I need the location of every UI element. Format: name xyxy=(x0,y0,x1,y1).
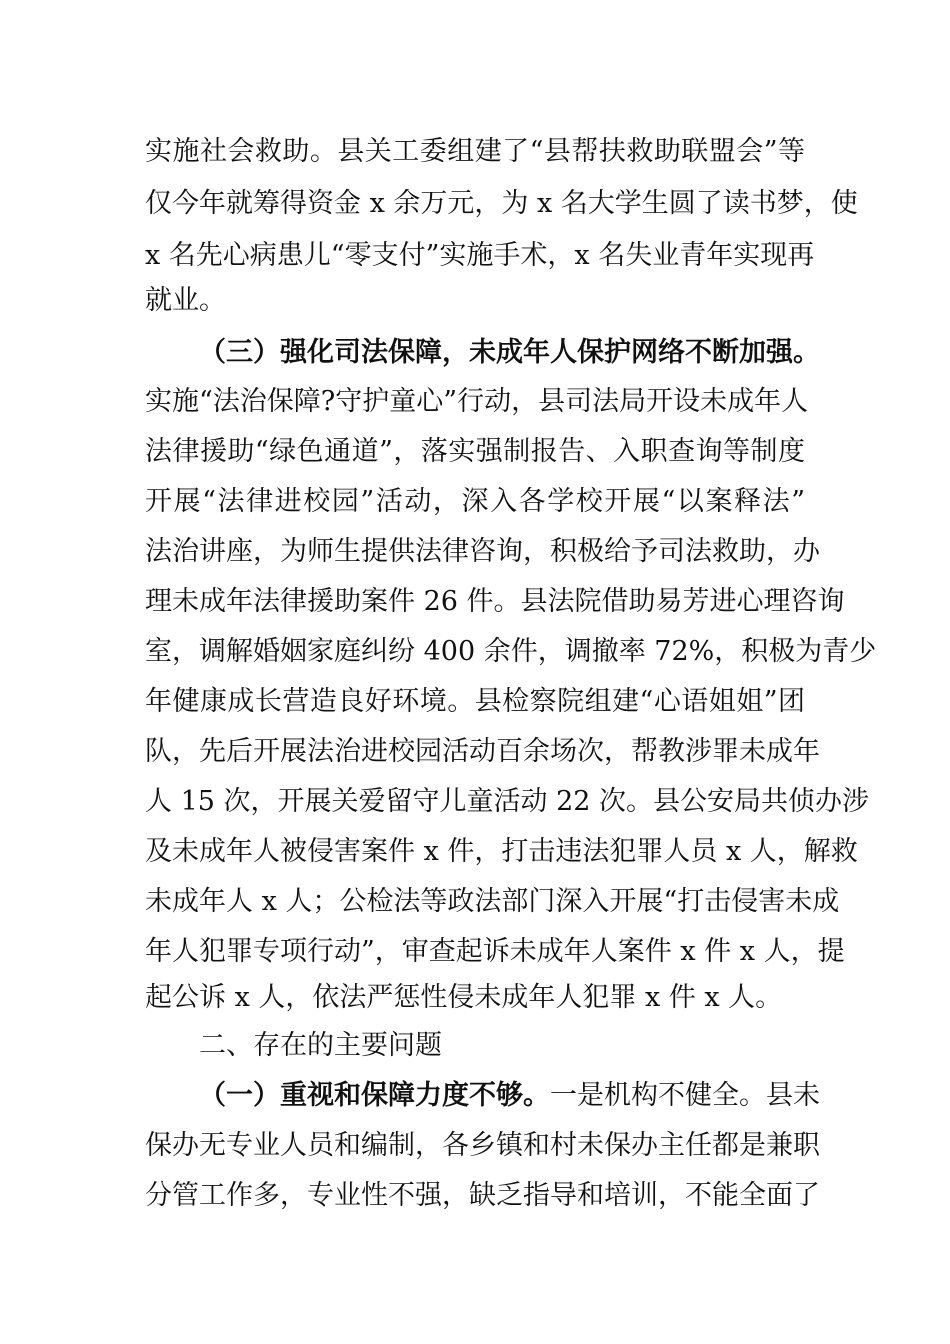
paragraph-line: 法治讲座，为师生提供法律咨询，积极给予司法救助，办 xyxy=(145,536,820,567)
paragraph-line: 未成年人 x 人；公检法等政法部门深入开展“打击侵害未成 xyxy=(145,886,840,917)
section-heading: （三）强化司法保障，未成年人保护网络不断加强。 xyxy=(199,337,820,368)
paragraph-line: 就业。 xyxy=(145,285,226,316)
paragraph-line: 队，先后开展法治进校园活动百余场次，帮教涉罪未成年 xyxy=(145,736,820,767)
paragraph-line: 仅今年就筹得资金 x 余万元，为 x 名大学生圆了读书梦，使 xyxy=(145,188,858,219)
paragraph-line: 保办无专业人员和编制，各乡镇和村未保办主任都是兼职 xyxy=(145,1130,820,1161)
paragraph-line: 实施社会救助。县关工委组建了“县帮扶救助联盟会”等 xyxy=(145,136,805,167)
paragraph-line: 室，调解婚姻家庭纠纷 400 余件，调撤率 72%，积极为青少 xyxy=(145,636,877,667)
paragraph-line: 年人犯罪专项行动”，审查起诉未成年人案件 x 件 x 人，提 xyxy=(145,936,845,967)
paragraph-line: 及未成年人被侵害案件 x 件，打击违法犯罪人员 x 人，解救 xyxy=(145,836,858,867)
paragraph-line xyxy=(199,1072,820,1120)
paragraph-line: 理未成年法律援助案件 26 件。县法院借助易芳进心理咨询 xyxy=(145,586,845,617)
paragraph-line: 年健康成长营造良好环境。县检察院组建“心语姐姐”团 xyxy=(145,686,805,717)
paragraph-line: 起公诉 x 人，依法严惩性侵未成年人犯罪 x 件 x 人。 xyxy=(145,982,783,1013)
paragraph-line: 分管工作多，专业性不强，缺乏指导和培训，不能全面了 xyxy=(145,1180,820,1211)
chapter-heading: 二、存在的主要问题 xyxy=(199,1030,442,1061)
paragraph-line: x 名先心病患儿“零支付”实施手术，x 名失业青年实现再 xyxy=(145,240,815,271)
paragraph-text: 一是机构不健全。县未 xyxy=(550,1080,820,1111)
paragraph-line: 人 15 次，开展关爱留守儿童活动 22 次。县公安局共侦办涉 xyxy=(145,786,870,817)
paragraph-line: 实施“法治保障?守护童心”行动，县司法局开设未成年人 xyxy=(145,386,809,417)
subsection-heading: （一）重视和保障力度不够。 xyxy=(199,1080,550,1111)
paragraph-line: 法律援助“绿色通道”，落实强制报告、入职查询等制度 xyxy=(145,436,805,467)
paragraph-line: 开展“法律进校园”活动，深入各学校开展“以案释法” xyxy=(145,486,805,517)
